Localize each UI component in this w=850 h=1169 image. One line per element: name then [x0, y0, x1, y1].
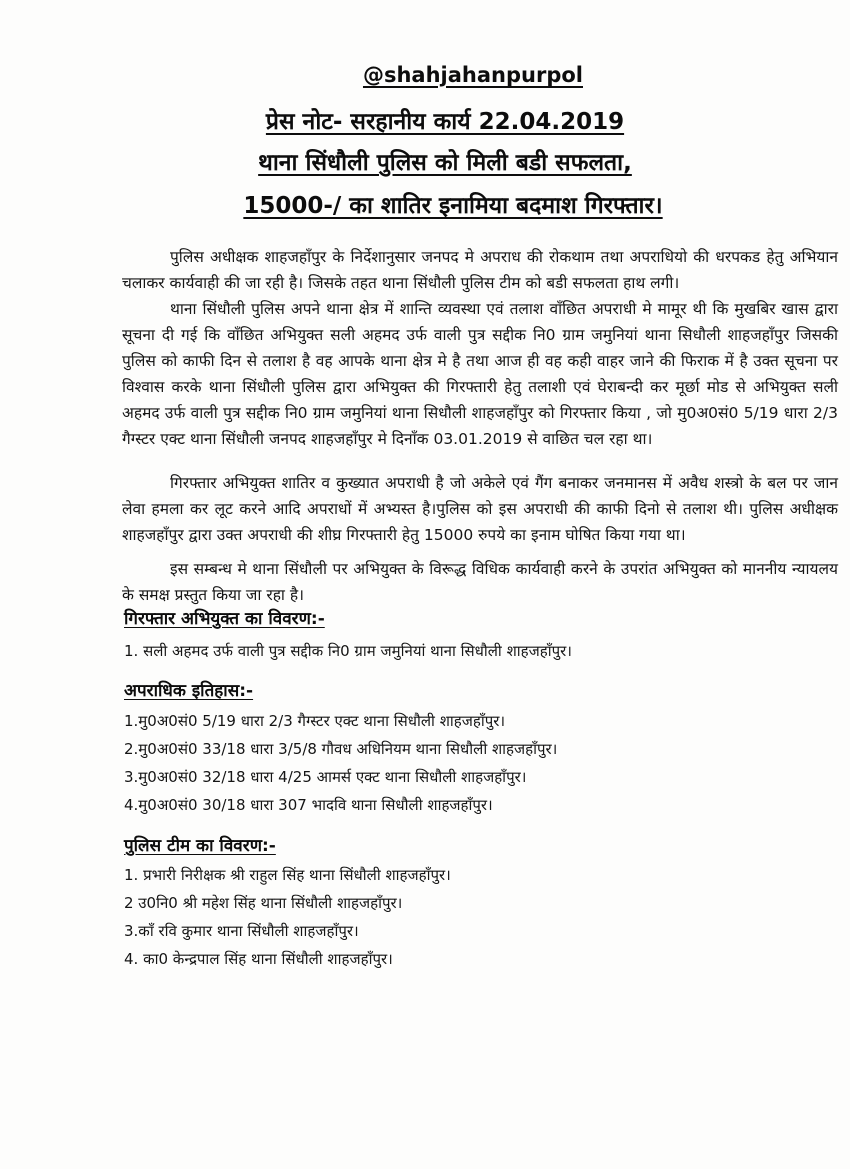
headline-line-1: थाना सिंधौली पुलिस को मिली बडी सफलता, [258, 150, 632, 176]
list-item: 1. सली अहमद उर्फ वाली पुत्र सद्दीक नि0 ग्राम जमुनियां थाना सिधौली शाहजहाँपुर। [124, 642, 572, 660]
criminal-history-title: अपराधिक इतिहास:- [124, 681, 254, 701]
accused-list [124, 637, 572, 665]
criminal-history-list [124, 707, 557, 819]
list-item: 2.मु0अ0सं0 33/18 धारा 3/5/8 गौवध अधिनियम थाना सिधौली शाहजहाँपुर। [124, 740, 558, 758]
headline-line-2: 15000-/ का शातिर इनामिया बदमाश गिरफ्तार। [243, 193, 663, 219]
police-team-list [124, 861, 451, 973]
list-item: 1.मु0अ0सं0 5/19 धारा 2/3 गैग्स्टर एक्ट थाना सिधौली शाहजहाँपुर। [124, 712, 506, 730]
twitter-handle: @shahjahanpurpol [362, 63, 583, 87]
press-note-heading: प्रेस नोट- सरहानीय कार्य 22.04.2019 [265, 109, 625, 135]
list-item: 1. प्रभारी निरीक्षक श्री राहुल सिंह थाना सिंधौली शाहजहाँपुर। [124, 866, 451, 884]
police-team-title: पुलिस टीम का विवरण:- [124, 836, 276, 856]
list-item: 3.मु0अ0सं0 32/18 धारा 4/25 आमर्स एक्ट थाना सिधौली शाहजहाँपुर। [124, 768, 527, 786]
accused-section-title: गिरफ्तार अभियुक्त का विवरण:- [124, 609, 325, 629]
list-item: 4. का0 केन्द्रपाल सिंह थाना सिंधौली शाहजहाँपुर। [124, 950, 393, 968]
body-paragraph-1: पुलिस अधीक्षक शाहजहाँपुर के निर्देशानुसार जनपद मे अपराध की रोकथाम तथा अपराधियो की धरपकड हेतु अभियान चलाकर कार्यवाही की जा रही है। जिसके तहत थाना सिंधौली पुलिस टीम को बडी सफलता हाथ लगी। [122, 247, 838, 292]
list-item: 2 उ0नि0 श्री महेश सिंह थाना सिंधौली शाहजहाँपुर। [124, 894, 403, 912]
list-item: 4.मु0अ0सं0 30/18 धारा 307 भादवि थाना सिधौली शाहजहाँपुर। [124, 796, 493, 814]
body-paragraph-4: इस सम्बन्ध मे थाना सिंधौली पर अभियुक्त के विरूद्ध विधिक कार्यवाही करने के उपरांत अभियुक्त को माननीय न्यायलय के समक्ष प्रस्तुत किया जा रहा है। [122, 559, 838, 604]
list-item: 3.काँ रवि कुमार थाना सिंधौली शाहजहाँपुर। [124, 922, 359, 940]
body-paragraph-3: गिरफ्तार अभियुक्त शातिर व कुख्यात अपराधी है जो अकेले एवं गैंग बनाकर जनमानस में अवैध शस्त्रो के बल पर जान लेवा हमला कर लूट करने आदि अपराधों में अभ्यस्त है।पुलिस को इस अपराधी की काफी दिनो से तलाश थी। पुलिस अधीक्षक शाहजहाँपुर द्वारा उक्त अपराधी की शीघ्र गिरफ्तारी हेतु 15000 रुपये का इनाम घोषित किया गया था। [122, 473, 838, 544]
body-paragraph-2: थाना सिंधौली पुलिस अपने थाना क्षेत्र में शान्ति व्यवस्था एवं तलाश वाँछित अपराधी मे मामूर थी कि मुखबिर खास द्वारा सूचना दी गई कि वाँछित अभियुक्त सली अहमद उर्फ वाली पुत्र सद्दीक नि0 ग्राम जमुनियां थाना सिधौली शाहजहाँपुर जिसकी पुलिस को काफी दिन से तलाश है वह आपके थाना क्षेत्र मे है तथा आज ही वह कही वाहर जाने की फिराक में है उक्त सूचना पर विश्वास करके थाना सिंधौली पुलिस द्वारा अभियुक्त की गिरफ्तारी हेतु तलाशी एवं घेराबन्दी कर मूर्छा मोड से अभियुक्त सली अहमद उर्फ वाली पुत्र सद्दीक नि0 ग्राम जमुनियां थाना सिधौली शाहजहाँपुर को गिरफ्तार किया , जो मु0अ0सं0 5/19 धारा 2/3 गैग्स्टर एक्ट थाना सिंधौली जनपद शाहजहाँपुर मे दिनाँक 03.01.2019 से वाछित चल रहा था। [122, 299, 838, 448]
